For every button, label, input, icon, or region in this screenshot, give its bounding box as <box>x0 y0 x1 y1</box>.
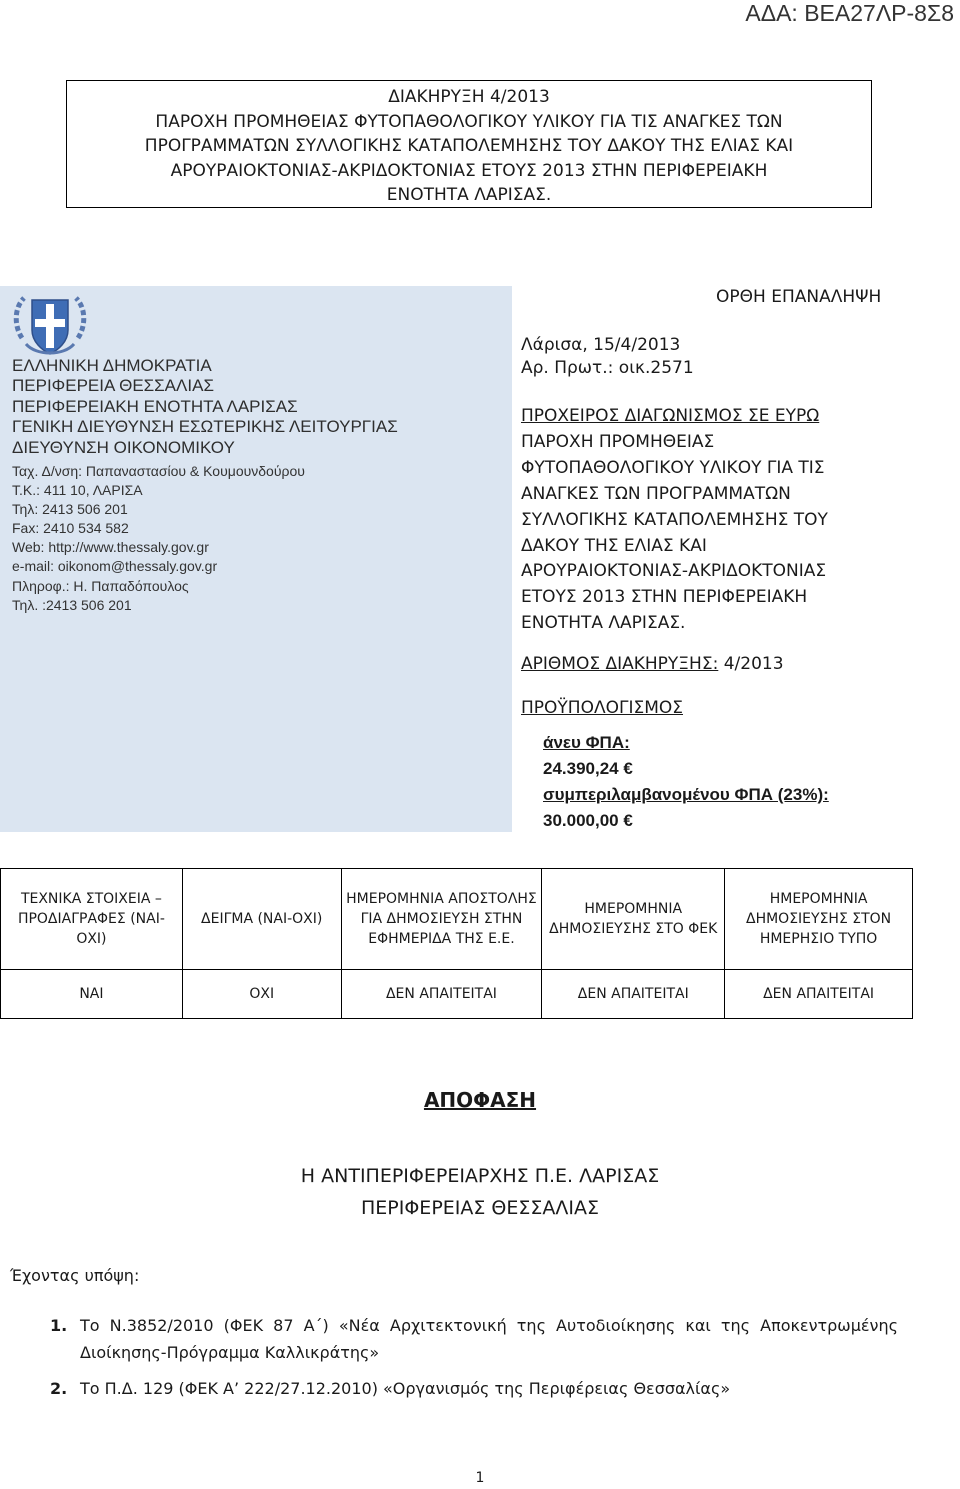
declaration-value: 4/2013 <box>723 654 784 674</box>
issuer-line: ΓΕΝΙΚΗ ΔΙΕΥΘΥΝΣΗ ΕΣΩΤΕΡΙΚΗΣ ΛΕΙΤΟΥΡΓΙΑΣ <box>12 417 398 437</box>
budget-heading: ΠΡΟΫΠΟΛΟΓΙΣΜΟΣ <box>521 698 683 718</box>
declaration-number <box>521 654 784 674</box>
fax-line: Fax: 2410 534 582 <box>12 520 129 537</box>
subject-block <box>521 404 828 637</box>
date-line: Λάρισα, 15/4/2013 <box>521 335 681 355</box>
phone-line: Τηλ: 2413 506 201 <box>12 501 128 518</box>
web-line: Web: http://www.thessaly.gov.gr <box>12 539 209 556</box>
decision-heading: ΑΠΟΦΑΣΗ <box>423 1088 537 1112</box>
decision-issuer-line: ΠΕΡΙΦΕΡΕΙΑΣ ΘΕΣΣΑΛΙΑΣ <box>361 1197 599 1219</box>
subject-line: ΠΑΡΟΧΗ ΠΡΟΜΗΘΕΙΑΣ <box>521 431 715 452</box>
declaration-label: ΑΡΙΘΜΟΣ ΔΙΑΚΗΡΥΞΗΣ: <box>521 654 719 674</box>
issuer-line: ΠΕΡΙΦΕΡΕΙΑΚΗ ΕΝΟΤΗΤΑ ΛΑΡΙΣΑΣ <box>12 396 298 416</box>
subject-line: ΕΤΟΥΣ 2013 ΣΤΗΝ ΠΕΡΙΦΕΡΕΙΑΚΗ <box>521 587 808 608</box>
contact-block <box>12 462 305 615</box>
subject-line: ΣΥΛΛΟΓΙΚΗΣ ΚΑΤΑΠΟΛΕΜΗΣΗΣ ΤΟΥ <box>521 509 828 530</box>
budget-block <box>543 730 829 834</box>
table-cell: ΔΕΝ ΑΠΑΙΤΕΙΤΑΙ <box>725 970 913 1019</box>
list-item-number: 1. <box>50 1316 68 1335</box>
issuer-block <box>12 356 398 458</box>
subject-line: ΔΑΚΟΥ ΤΗΣ ΕΛΙΑΣ ΚΑΙ <box>521 535 707 556</box>
budget-without-vat-label: άνευ ΦΠΑ: <box>543 733 630 752</box>
info-contact-line: Πληροφ.: Η. Παπαδόπουλος <box>12 577 189 594</box>
protocol-line: Αρ. Πρωτ.: οικ.2571 <box>521 358 694 378</box>
subject-line: ΠΡΟΧΕΙΡΟΣ ΔΙΑΓΩΝΙΣΜΟΣ ΣΕ ΕΥΡΩ <box>521 406 820 426</box>
table-cell: ΝΑΙ <box>1 970 183 1019</box>
issuer-line: ΠΕΡΙΦΕΡΕΙΑ ΘΕΣΣΑΛΙΑΣ <box>12 376 214 396</box>
publication-table <box>0 868 913 1019</box>
issuer-line: ΕΛΛΗΝΙΚΗ ΔΗΜΟΚΡΑΤΙΑ <box>12 356 212 375</box>
table-header: ΔΕΙΓΜΑ (ΝΑΙ-ΟΧΙ) <box>182 869 341 970</box>
table-header: ΗΜΕΡΟΜΗΝΙΑ ΔΗΜΟΣΙΕΥΣΗΣ ΣΤΟΝ ΗΜΕΡΗΣΙΟ ΤΥΠΟ <box>725 869 913 970</box>
table-header: ΗΜΕΡΟΜΗΝΙΑ ΑΠΟΣΤΟΛΗΣ ΓΙΑ ΔΗΜΟΣΙΕΥΣΗ ΣΤΗΝ ΕΦΗΜΕΡΙΔΑ ΤΗΣ Ε.Ε. <box>341 869 542 970</box>
title-box <box>66 80 872 208</box>
given-label: Έχοντας υπόψη: <box>10 1266 140 1285</box>
issuer-line: ΔΙΕΥΘΥΝΣΗ ΟΙΚΟΝΟΜΙΚΟΥ <box>12 437 235 457</box>
decision-issuer <box>0 1160 960 1224</box>
title-line: ΔΙΑΚΗΡΥΞΗ 4/2013 <box>388 87 550 107</box>
ada-code: ΑΔΑ: ΒΕΑ27ΛΡ-8Σ8 <box>745 0 954 26</box>
list-item <box>50 1313 898 1366</box>
postal-code-line: Τ.Κ.: 411 10, ΛΑΡΙΣΑ <box>12 482 143 499</box>
budget-without-vat-value: 24.390,24 € <box>543 759 633 778</box>
subject-line: ΑΡΟΥΡΑΙΟΚΤΟΝΙΑΣ-ΑΚΡΙΔΟΚΤΟΝΙΑΣ <box>521 561 827 582</box>
list-item-text: Το Ν.3852/2010 (ΦΕΚ 87 Α΄) «Νέα Αρχιτεκτονική της Αυτοδιοίκησης και της Αποκεντρωμένης Διοίκησης-Πρόγραμμα Καλλικράτης» <box>80 1316 898 1362</box>
page-number: 1 <box>475 1470 485 1486</box>
info-phone-line: Τηλ. :2413 506 201 <box>12 596 132 613</box>
email-line: e-mail: oikonom@thessaly.gov.gr <box>12 558 218 575</box>
repeat-label: ΟΡΘΗ ΕΠΑΝΑΛΗΨΗ <box>716 287 882 307</box>
list-item <box>50 1376 898 1403</box>
subject-line: ΕΝΟΤΗΤΑ ΛΑΡΙΣΑΣ. <box>521 613 686 634</box>
considerations-list <box>50 1313 898 1403</box>
table-cell: ΔΕΝ ΑΠΑΙΤΕΙΤΑΙ <box>341 970 542 1019</box>
table-header: ΗΜΕΡΟΜΗΝΙΑ ΔΗΜΟΣΙΕΥΣΗΣ ΣΤΟ ΦΕΚ <box>542 869 725 970</box>
decision-issuer-line: Η ΑΝΤΙΠΕΡΙΦΕΡΕΙΑΡΧΗΣ Π.Ε. ΛΑΡΙΣΑΣ <box>300 1165 660 1187</box>
subject-line: ΦΥΤΟΠΑΘΟΛΟΓΙΚΟΥ ΥΛΙΚΟΥ ΓΙΑ ΤΙΣ <box>521 457 825 478</box>
list-item-number: 2. <box>50 1379 68 1398</box>
title-line: ΑΡΟΥΡΑΙΟΚΤΟΝΙΑΣ-ΑΚΡΙΔΟΚΤΟΝΙΑΣ ΕΤΟΥΣ 2013 ΣΤΗΝ ΠΕΡΙΦΕΡΕΙΑΚΗ <box>170 160 768 181</box>
title-line: ΕΝΟΤΗΤΑ ΛΑΡΙΣΑΣ. <box>386 185 552 205</box>
budget-with-vat-label: συμπεριλαμβανομένου ΦΠΑ (23%): <box>543 785 829 804</box>
budget-with-vat-value: 30.000,00 € <box>543 811 633 830</box>
table-header: ΤΕΧΝΙΚΑ ΣΤΟΙΧΕΙΑ – ΠΡΟΔΙΑΓΡΑΦΕΣ (ΝΑΙ-ΟΧΙ) <box>1 869 183 970</box>
table-cell: ΟΧΙ <box>182 970 341 1019</box>
address-line: Ταχ. Δ/νση: Παπαναστασίου & Κουμουνδούρου <box>12 463 305 479</box>
subject-line: ΑΝΑΓΚΕΣ ΤΩΝ ΠΡΟΓΡΑΜΜΑΤΩΝ <box>521 483 791 504</box>
title-line: ΠΡΟΓΡΑΜΜΑΤΩΝ ΣΥΛΛΟΓΙΚΗΣ ΚΑΤΑΠΟΛΕΜΗΣΗΣ ΤΟΥ ΔΑΚΟΥ ΤΗΣ ΕΛΙΑΣ ΚΑΙ <box>144 136 794 156</box>
title-line: ΠΑΡΟΧΗ ΠΡΟΜΗΘΕΙΑΣ ΦΥΤΟΠΑΘΟΛΟΓΙΚΟΥ ΥΛΙΚΟΥ ΓΙΑ ΤΙΣ ΑΝΑΓΚΕΣ ΤΩΝ <box>155 111 783 132</box>
list-item-text: Το Π.Δ. 129 (ΦΕΚ Α’ 222/27.12.2010) «Οργανισμός της Περιφέρειας Θεσσαλίας» <box>80 1379 731 1398</box>
date-protocol-block <box>521 334 694 380</box>
table-cell: ΔΕΝ ΑΠΑΙΤΕΙΤΑΙ <box>542 970 725 1019</box>
